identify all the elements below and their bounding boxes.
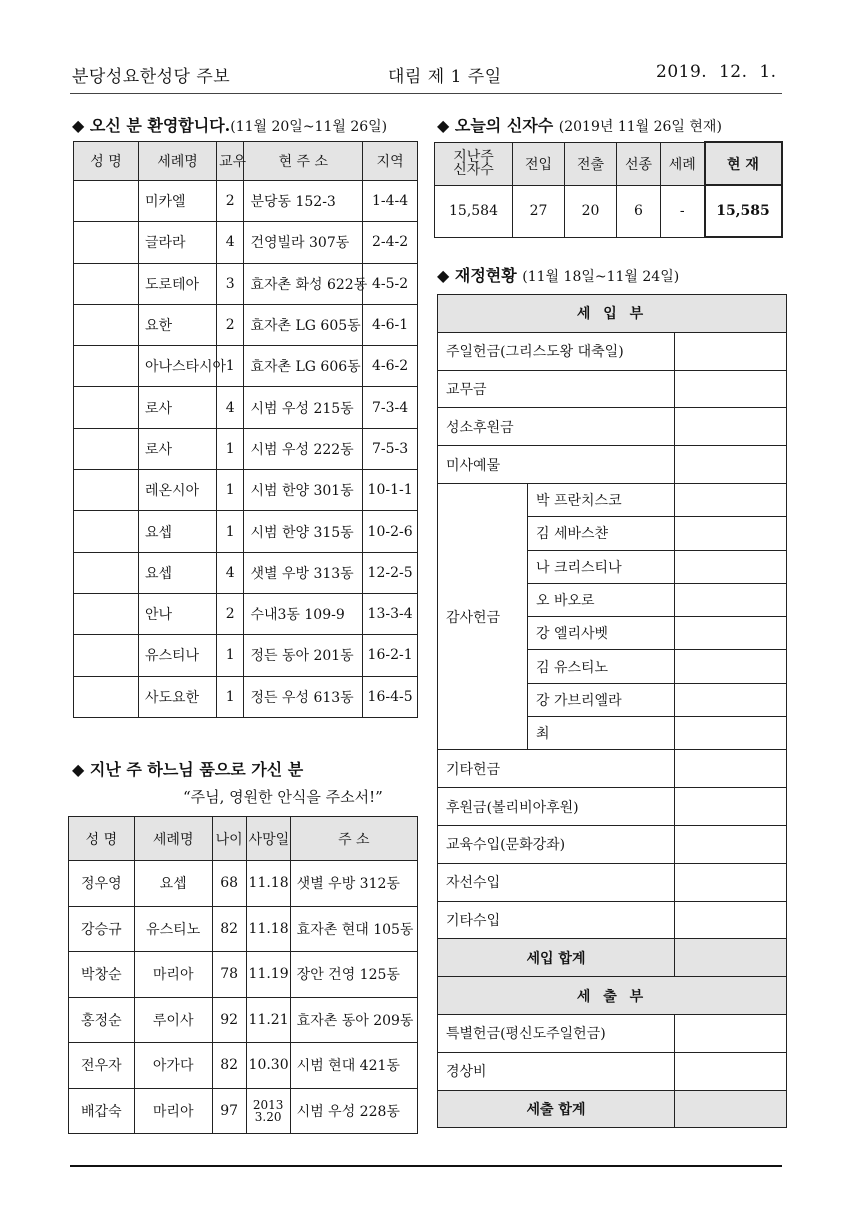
deceased-table: [68, 816, 418, 1134]
death-date-cell: 11.18: [246, 861, 290, 907]
col-moved-out: 전출: [565, 142, 617, 185]
name-cell: 배갑숙: [69, 1088, 135, 1134]
income-item: 후원금(볼리비아후원): [438, 788, 675, 826]
amount-cell: [675, 717, 787, 750]
table-row: [438, 750, 787, 788]
total-amount-cell: [675, 939, 787, 977]
table-row: [438, 788, 787, 826]
members-cell: 4: [217, 552, 244, 593]
last-week-label-1: 지난주: [453, 148, 494, 165]
age-cell: 97: [212, 1088, 246, 1134]
address-cell: 시범 우성 215동: [244, 387, 363, 428]
thanksgiving-donor: 김 세바스챤: [528, 517, 675, 550]
income-header: 세 입 부: [438, 295, 787, 333]
table-row: [438, 1052, 787, 1090]
finance-period: (11월 18일~11월 24일): [522, 269, 680, 285]
address-cell: 시범 우성 228동: [290, 1088, 417, 1134]
death-date-cell: 11.18: [246, 906, 290, 952]
baptism-name-cell: 미카엘: [138, 181, 216, 222]
baptism-name-cell: 요한: [138, 304, 216, 345]
table-row: [74, 635, 418, 676]
address-cell: 샛별 우방 312동: [290, 861, 417, 907]
address-cell: 시범 현대 421동: [290, 1043, 417, 1089]
baptism-name-cell: 로사: [138, 387, 216, 428]
age-cell: 78: [212, 952, 246, 998]
baptism-name-cell: 로사: [138, 428, 216, 469]
amount-cell: [675, 408, 787, 446]
liturgical-week: 대림 제 1 주일: [388, 67, 502, 87]
last-week-label-2: 신자수: [453, 161, 494, 178]
col-district: 지역: [363, 142, 418, 181]
deceased-prayer: “주님, 영원한 안식을 주소서!”: [183, 788, 383, 806]
members-cell: 2: [217, 304, 244, 345]
members-cell: 1: [217, 346, 244, 387]
thanksgiving-donor: 강 가브리엘라: [528, 683, 675, 716]
col-address: 주 소: [290, 817, 417, 861]
baptism-name-cell: 안나: [138, 593, 216, 634]
table-row: [438, 295, 787, 333]
income-item: 기타수입: [438, 901, 675, 939]
income-item: 미사예물: [438, 446, 675, 484]
address-cell: 장안 건영 125동: [290, 952, 417, 998]
table-row: [438, 332, 787, 370]
thanksgiving-donor: 오 바오로: [528, 583, 675, 616]
baptism-name-cell: 마리아: [134, 952, 212, 998]
expense-item: 특별헌금(평신도주일헌금): [438, 1014, 675, 1052]
col-baptism-name: 세례명: [138, 142, 216, 181]
age-cell: 82: [212, 1043, 246, 1089]
district-cell: 7-5-3: [363, 428, 418, 469]
age-cell: 68: [212, 861, 246, 907]
table-row: [74, 511, 418, 552]
baptism-name-cell: 요셉: [138, 511, 216, 552]
baptism-name-cell: 도로테아: [138, 263, 216, 304]
district-cell: 4-6-2: [363, 346, 418, 387]
members-cell: 1: [217, 428, 244, 469]
name-cell: [74, 181, 139, 222]
address-cell: 시범 한양 315동: [244, 511, 363, 552]
baptism-name-cell: 요셉: [138, 552, 216, 593]
address-cell: 수내3동 109-9: [244, 593, 363, 634]
members-cell: 3: [217, 263, 244, 304]
baptism-name-cell: 요셉: [134, 861, 212, 907]
baptism-name-cell: 유스티나: [138, 635, 216, 676]
name-cell: [74, 263, 139, 304]
name-cell: [74, 222, 139, 263]
thanksgiving-donor: 최: [528, 717, 675, 750]
address-cell: 효자촌 LG 606동: [244, 346, 363, 387]
members-cell: 1: [217, 635, 244, 676]
income-item: 주일헌금(그리스도왕 대축일): [438, 332, 675, 370]
name-cell: [74, 387, 139, 428]
deceased-count: 6: [617, 185, 661, 237]
header-divider: [70, 93, 782, 94]
income-item: 자선수입: [438, 863, 675, 901]
col-members: 교우: [217, 142, 244, 181]
table-row: [438, 1014, 787, 1052]
income-item: 교육수입(문화강좌): [438, 825, 675, 863]
col-age: 나이: [212, 817, 246, 861]
table-row: [438, 483, 787, 516]
district-cell: 10-2-6: [363, 511, 418, 552]
table-row: [438, 370, 787, 408]
table-row: [74, 593, 418, 634]
thanksgiving-label: 감사헌금: [438, 483, 528, 749]
baptism-name-cell: 마리아: [134, 1088, 212, 1134]
name-cell: 정우영: [69, 861, 135, 907]
name-cell: [74, 511, 139, 552]
table-row: [438, 825, 787, 863]
col-name: 성 명: [69, 817, 135, 861]
table-row: [69, 1088, 418, 1134]
thanksgiving-donor: 강 엘리사벳: [528, 617, 675, 650]
baptism-name-cell: 글라라: [138, 222, 216, 263]
col-address: 현 주 소: [244, 142, 363, 181]
table-row: [69, 906, 418, 952]
col-name: 성 명: [74, 142, 139, 181]
members-cell: 4: [217, 387, 244, 428]
table-row: [74, 346, 418, 387]
moved-in-count: 27: [513, 185, 565, 237]
table-row: [438, 939, 787, 977]
amount-cell: [675, 1052, 787, 1090]
name-cell: [74, 470, 139, 511]
district-cell: 1-4-4: [363, 181, 418, 222]
table-row: [438, 977, 787, 1015]
moved-out-count: 20: [565, 185, 617, 237]
amount-cell: [675, 683, 787, 716]
address-cell: 샛별 우방 313동: [244, 552, 363, 593]
finance-section-title: [437, 263, 679, 286]
name-cell: [74, 676, 139, 717]
total-amount-cell: [675, 1090, 787, 1128]
death-date-line-2: 3.20: [254, 1109, 282, 1124]
district-cell: 16-4-5: [363, 676, 418, 717]
age-cell: 92: [212, 997, 246, 1043]
members-cell: 2: [217, 593, 244, 634]
district-cell: 7-3-4: [363, 387, 418, 428]
death-date-cell: [246, 1088, 290, 1134]
address-cell: 분당동 152-3: [244, 181, 363, 222]
address-cell: 효자촌 동아 209동: [290, 997, 417, 1043]
address-cell: 정든 동아 201동: [244, 635, 363, 676]
deceased-title: ◆ 지난 주 하느님 품으로 가신 분: [72, 760, 304, 779]
current-count: 15,585: [705, 185, 782, 237]
death-date-cell: 10.30: [246, 1043, 290, 1089]
col-last-week: [435, 142, 513, 185]
amount-cell: [675, 863, 787, 901]
welcome-table: [73, 141, 418, 718]
believers-section-title: [437, 113, 722, 136]
table-row: [438, 901, 787, 939]
amount-cell: [675, 1014, 787, 1052]
name-cell: 강승규: [69, 906, 135, 952]
baptism-name-cell: 레온시아: [138, 470, 216, 511]
thanksgiving-donor: 박 프란치스코: [528, 483, 675, 516]
income-item: 기타헌금: [438, 750, 675, 788]
death-date-line-1: 2013: [252, 1097, 284, 1112]
believers-table: [434, 141, 783, 238]
col-baptized: 세례: [661, 142, 705, 185]
footer-divider: [70, 1165, 782, 1167]
members-cell: 2: [217, 181, 244, 222]
members-cell: 4: [217, 222, 244, 263]
welcome-period: (11월 20일~11월 26일): [230, 119, 388, 135]
welcome-title: ◆ 오신 분 환영합니다.: [72, 116, 231, 135]
name-cell: 홍정순: [69, 997, 135, 1043]
amount-cell: [675, 517, 787, 550]
issue-date: 2019. 12. 1.: [656, 62, 777, 82]
name-cell: [74, 428, 139, 469]
district-cell: 13-3-4: [363, 593, 418, 634]
table-row: [74, 222, 418, 263]
amount-cell: [675, 650, 787, 683]
believers-title: ◆ 오늘의 신자수: [437, 116, 554, 135]
name-cell: 박창순: [69, 952, 135, 998]
income-item: 성소후원금: [438, 408, 675, 446]
income-total: 세입 합계: [438, 939, 675, 977]
district-cell: 16-2-1: [363, 635, 418, 676]
baptism-name-cell: 루이사: [134, 997, 212, 1043]
bulletin-title: 분당성요한성당 주보: [72, 67, 231, 87]
death-date-cell: 11.21: [246, 997, 290, 1043]
table-row: [74, 263, 418, 304]
table-row: [74, 676, 418, 717]
address-cell: 효자촌 LG 605동: [244, 304, 363, 345]
expense-header: 세 출 부: [438, 977, 787, 1015]
amount-cell: [675, 788, 787, 826]
district-cell: 2-4-2: [363, 222, 418, 263]
address-cell: 효자촌 현대 105동: [290, 906, 417, 952]
district-cell: 4-6-1: [363, 304, 418, 345]
address-cell: 시범 우성 222동: [244, 428, 363, 469]
name-cell: [74, 552, 139, 593]
amount-cell: [675, 550, 787, 583]
last-week-count: 15,584: [435, 185, 513, 237]
address-cell: 정든 우성 613동: [244, 676, 363, 717]
name-cell: [74, 346, 139, 387]
members-cell: 1: [217, 511, 244, 552]
income-item: 교무금: [438, 370, 675, 408]
name-cell: [74, 593, 139, 634]
expense-item: 경상비: [438, 1052, 675, 1090]
amount-cell: [675, 617, 787, 650]
believers-date: (2019년 11월 26일 현재): [558, 119, 722, 135]
thanksgiving-donor: 나 크리스티나: [528, 550, 675, 583]
amount-cell: [675, 901, 787, 939]
table-row: [69, 861, 418, 907]
col-baptism-name: 세례명: [134, 817, 212, 861]
table-row: [74, 387, 418, 428]
age-cell: 82: [212, 906, 246, 952]
name-cell: [74, 304, 139, 345]
amount-cell: [675, 483, 787, 516]
district-cell: 4-5-2: [363, 263, 418, 304]
address-cell: 건영빌라 307동: [244, 222, 363, 263]
amount-cell: [675, 583, 787, 616]
table-row: [69, 997, 418, 1043]
finance-table: [437, 294, 787, 1128]
table-row: [438, 446, 787, 484]
amount-cell: [675, 825, 787, 863]
amount-cell: [675, 332, 787, 370]
members-cell: 1: [217, 676, 244, 717]
col-current: 현 재: [705, 142, 782, 185]
address-cell: 시범 한양 301동: [244, 470, 363, 511]
baptism-name-cell: 사도요한: [138, 676, 216, 717]
baptism-name-cell: 유스티노: [134, 906, 212, 952]
district-cell: 12-2-5: [363, 552, 418, 593]
members-cell: 1: [217, 470, 244, 511]
baptism-name-cell: 아나스타시아: [138, 346, 216, 387]
table-row: [74, 304, 418, 345]
col-moved-in: 전입: [513, 142, 565, 185]
table-row: [69, 952, 418, 998]
col-death-date: 사망일: [246, 817, 290, 861]
table-row: [438, 1090, 787, 1128]
table-row: [74, 181, 418, 222]
table-row: [438, 408, 787, 446]
address-cell: 효자촌 화성 622동: [244, 263, 363, 304]
amount-cell: [675, 446, 787, 484]
welcome-section-title: [72, 113, 387, 136]
table-row: [438, 863, 787, 901]
district-cell: 10-1-1: [363, 470, 418, 511]
expense-total: 세출 합계: [438, 1090, 675, 1128]
name-cell: 전우자: [69, 1043, 135, 1089]
thanksgiving-donor: 김 유스티노: [528, 650, 675, 683]
table-row: [74, 470, 418, 511]
col-deceased: 선종: [617, 142, 661, 185]
baptism-name-cell: 아가다: [134, 1043, 212, 1089]
amount-cell: [675, 750, 787, 788]
table-row: [74, 552, 418, 593]
name-cell: [74, 635, 139, 676]
death-date-cell: 11.19: [246, 952, 290, 998]
finance-title: ◆ 재정현황: [437, 266, 517, 285]
baptized-count: -: [661, 185, 705, 237]
table-row: [74, 428, 418, 469]
amount-cell: [675, 370, 787, 408]
table-row: [69, 1043, 418, 1089]
